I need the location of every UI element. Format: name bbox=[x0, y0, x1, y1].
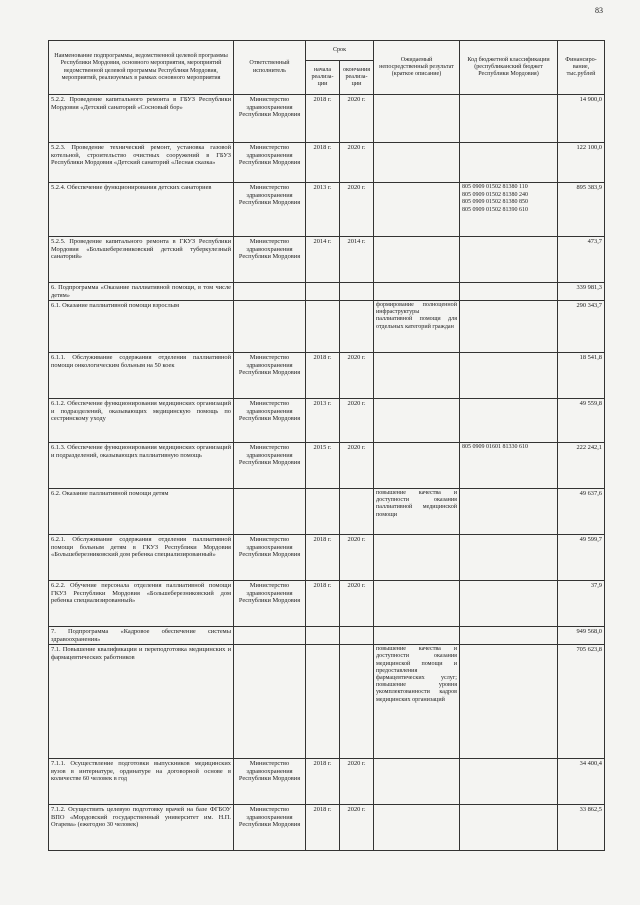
table-row bbox=[49, 805, 605, 851]
header-finance: Финансиро-вание, тыс.рублей bbox=[558, 41, 605, 95]
row-name: 5.2.4. Обеспечение функционирования детских санаториев bbox=[49, 183, 234, 237]
table-row bbox=[49, 759, 605, 805]
table-row bbox=[49, 443, 605, 489]
row-result bbox=[374, 399, 460, 443]
row-executor: Министерство здравоохранения Республики Мордовия bbox=[234, 759, 306, 805]
table-row bbox=[49, 283, 605, 301]
header-executor: Ответственный исполнитель bbox=[234, 41, 306, 95]
row-name: 5.2.5. Проведение капитального ремонта в ГКУЗ Республики Мордовия «Большеберезниковский детский туберкулезный санаторий» bbox=[49, 237, 234, 283]
row-executor: Министерство здравоохранения Республики Мордовия bbox=[234, 805, 306, 851]
row-start: 2015 г. bbox=[306, 443, 340, 489]
row-code: 805 0909 01502 81380 110 805 0909 01502 81380 240 805 0909 01502 81380 850 805 0909 01502 81390 610 bbox=[460, 183, 558, 237]
table-row bbox=[49, 627, 605, 645]
row-result bbox=[374, 535, 460, 581]
row-name: 6.1. Оказание паллиативной помощи взрослым bbox=[49, 301, 234, 353]
row-code bbox=[460, 805, 558, 851]
row-name: 6.1.1. Обслуживание содержания отделения паллиативной помощи онкологическим больным на 50 коек bbox=[49, 353, 234, 399]
row-executor bbox=[234, 627, 306, 645]
row-finance: 473,7 bbox=[558, 237, 605, 283]
header-result: Ожидаемый непосредственный результат (краткое описание) bbox=[374, 41, 460, 95]
row-result: повышение качества и доступности оказания паллиативной медицинской помощи bbox=[374, 489, 460, 535]
row-name: 5.2.3. Проведение технический ремонт, установка газовой котельной, строительство очистных сооружений в ГБУЗ Республики Мордовия «Детский санаторий «Лесная сказка» bbox=[49, 143, 234, 183]
row-end bbox=[340, 283, 374, 301]
header-code: Код бюджетной классификации (республиканский бюджет Республики Мордовия) bbox=[460, 41, 558, 95]
row-name: 6.1.2. Обеспечение функционирования медицинских организаций и подразделений, оказывающих медицинскую помощь по сестринскому уходу bbox=[49, 399, 234, 443]
row-start bbox=[306, 301, 340, 353]
row-result: формирование полноценной инфраструктуры паллиативной помощи для отдельных категорий граждан bbox=[374, 301, 460, 353]
table-row bbox=[49, 353, 605, 399]
row-finance: 37,9 bbox=[558, 581, 605, 627]
row-code bbox=[460, 759, 558, 805]
row-code bbox=[460, 353, 558, 399]
row-start: 2018 г. bbox=[306, 95, 340, 143]
row-start bbox=[306, 627, 340, 645]
table-row bbox=[49, 535, 605, 581]
row-code bbox=[460, 581, 558, 627]
table-row bbox=[49, 301, 605, 353]
header-term-end: окончания реализа-ции bbox=[340, 61, 374, 95]
table-row bbox=[49, 645, 605, 759]
row-end: 2020 г. bbox=[340, 759, 374, 805]
row-executor: Министерство здравоохранения Республики Мордовия bbox=[234, 443, 306, 489]
row-executor: Министерство здравоохранения Республики Мордовия bbox=[234, 535, 306, 581]
row-name: 7.1.1. Осуществление подготовки выпускников медицинских вузов в интернатуре, ординатуре на договорной основе в количестве 60 человек в год bbox=[49, 759, 234, 805]
row-end: 2020 г. bbox=[340, 353, 374, 399]
row-finance: 949 568,0 bbox=[558, 627, 605, 645]
row-result bbox=[374, 627, 460, 645]
header-term-start: начала реализа-ции bbox=[306, 61, 340, 95]
row-start: 2013 г. bbox=[306, 399, 340, 443]
row-executor: Министерство здравоохранения Республики Мордовия bbox=[234, 143, 306, 183]
row-start: 2018 г. bbox=[306, 759, 340, 805]
row-finance: 49 599,7 bbox=[558, 535, 605, 581]
row-start: 2013 г. bbox=[306, 183, 340, 237]
row-finance: 705 623,8 bbox=[558, 645, 605, 759]
row-code bbox=[460, 283, 558, 301]
row-result bbox=[374, 283, 460, 301]
row-result bbox=[374, 143, 460, 183]
row-executor bbox=[234, 283, 306, 301]
row-start bbox=[306, 489, 340, 535]
row-start bbox=[306, 283, 340, 301]
row-name: 7. Подпрограмма «Кадровое обеспечение системы здравоохранения» bbox=[49, 627, 234, 645]
row-executor: Министерство здравоохранения Республики Мордовия bbox=[234, 399, 306, 443]
row-name: 6.2.2. Обучение персонала отделения паллиативной помощи ГКУЗ Республики Мордовия «Большеберезниковский дом ребенка специализированный» bbox=[49, 581, 234, 627]
row-finance: 18 541,8 bbox=[558, 353, 605, 399]
table-row bbox=[49, 143, 605, 183]
row-result bbox=[374, 581, 460, 627]
row-end: 2020 г. bbox=[340, 183, 374, 237]
row-name: 7.1.2. Осуществить целевую подготовку врачей на базе ФГБОУ ВПО «Мордовский государственный университет им. Н.П. Огарева» (ежегодно 30 человек) bbox=[49, 805, 234, 851]
row-executor: Министерство здравоохранения Республики Мордовия bbox=[234, 237, 306, 283]
row-finance: 339 981,3 bbox=[558, 283, 605, 301]
header-term: Срок bbox=[306, 41, 374, 61]
row-start: 2018 г. bbox=[306, 353, 340, 399]
row-finance: 895 383,9 bbox=[558, 183, 605, 237]
table-row bbox=[49, 489, 605, 535]
row-result bbox=[374, 183, 460, 237]
row-code bbox=[460, 399, 558, 443]
row-finance: 33 862,5 bbox=[558, 805, 605, 851]
row-code: 805 0909 01601 81330 610 bbox=[460, 443, 558, 489]
row-result bbox=[374, 805, 460, 851]
header-name: Наименование подпрограммы, ведомственной целевой программы Республики Мордовия, основного мероприятия, мероприятий ведомственной целевой программы Республики Мордовия, мероприятий, реализуемых в рамках основного мероприятия bbox=[49, 41, 234, 95]
row-end: 2020 г. bbox=[340, 535, 374, 581]
row-finance: 122 100,0 bbox=[558, 143, 605, 183]
row-code bbox=[460, 143, 558, 183]
row-end: 2020 г. bbox=[340, 399, 374, 443]
row-result bbox=[374, 237, 460, 283]
row-finance: 34 400,4 bbox=[558, 759, 605, 805]
row-name: 5.2.2. Проведение капитального ремонта в ГБУЗ Республики Мордовия «Детский санаторий «Сосновый бор» bbox=[49, 95, 234, 143]
row-name: 6.1.3. Обеспечение функционирования медицинских организаций и подразделений, оказывающих паллиативную помощь bbox=[49, 443, 234, 489]
row-finance: 49 559,8 bbox=[558, 399, 605, 443]
table-row bbox=[49, 399, 605, 443]
row-code bbox=[460, 627, 558, 645]
row-executor: Министерство здравоохранения Республики Мордовия bbox=[234, 183, 306, 237]
row-start: 2014 г. bbox=[306, 237, 340, 283]
row-start: 2018 г. bbox=[306, 143, 340, 183]
table-row bbox=[49, 95, 605, 143]
row-finance: 14 900,0 bbox=[558, 95, 605, 143]
row-start: 2018 г. bbox=[306, 535, 340, 581]
row-end: 2020 г. bbox=[340, 805, 374, 851]
row-end: 2020 г. bbox=[340, 143, 374, 183]
row-executor: Министерство здравоохранения Республики Мордовия bbox=[234, 353, 306, 399]
row-name: 6. Подпрограмма «Оказание паллиативной помощи, в том числе детям» bbox=[49, 283, 234, 301]
page-number: 83 bbox=[595, 6, 603, 15]
row-result bbox=[374, 95, 460, 143]
row-name: 6.2.1. Обслуживание содержания отделения паллиативной помощи больным детям в ГКУЗ Республики Мордовия «Большеберезниковский дом ребенка специализированный» bbox=[49, 535, 234, 581]
row-executor: Министерство здравоохранения Республики Мордовия bbox=[234, 581, 306, 627]
row-code bbox=[460, 301, 558, 353]
table-row bbox=[49, 183, 605, 237]
row-result: повышение качества и доступности оказания медицинской помощи и предоставления фармацевтических услуг; повышение уровня укомплектованности кадров медицинских организаций bbox=[374, 645, 460, 759]
row-result bbox=[374, 443, 460, 489]
row-name: 6.2. Оказание паллиативной помощи детям bbox=[49, 489, 234, 535]
program-table bbox=[48, 40, 605, 851]
row-name: 7.1. Повышение квалификации и переподготовка медицинских и фармацевтических работников bbox=[49, 645, 234, 759]
row-code bbox=[460, 535, 558, 581]
row-executor bbox=[234, 489, 306, 535]
row-result bbox=[374, 353, 460, 399]
table-row bbox=[49, 581, 605, 627]
row-end bbox=[340, 645, 374, 759]
row-start: 2018 г. bbox=[306, 805, 340, 851]
row-end bbox=[340, 301, 374, 353]
row-result bbox=[374, 759, 460, 805]
table-row bbox=[49, 237, 605, 283]
row-start: 2018 г. bbox=[306, 581, 340, 627]
row-end: 2020 г. bbox=[340, 443, 374, 489]
row-finance: 49 637,6 bbox=[558, 489, 605, 535]
row-code bbox=[460, 645, 558, 759]
row-finance: 222 242,1 bbox=[558, 443, 605, 489]
row-start bbox=[306, 645, 340, 759]
row-code bbox=[460, 95, 558, 143]
row-finance: 290 343,7 bbox=[558, 301, 605, 353]
row-end bbox=[340, 627, 374, 645]
row-code bbox=[460, 237, 558, 283]
row-end: 2020 г. bbox=[340, 95, 374, 143]
row-executor bbox=[234, 301, 306, 353]
row-code bbox=[460, 489, 558, 535]
row-executor bbox=[234, 645, 306, 759]
row-end: 2014 г. bbox=[340, 237, 374, 283]
row-end bbox=[340, 489, 374, 535]
row-executor: Министерство здравоохранения Республики Мордовия bbox=[234, 95, 306, 143]
row-end: 2020 г. bbox=[340, 581, 374, 627]
